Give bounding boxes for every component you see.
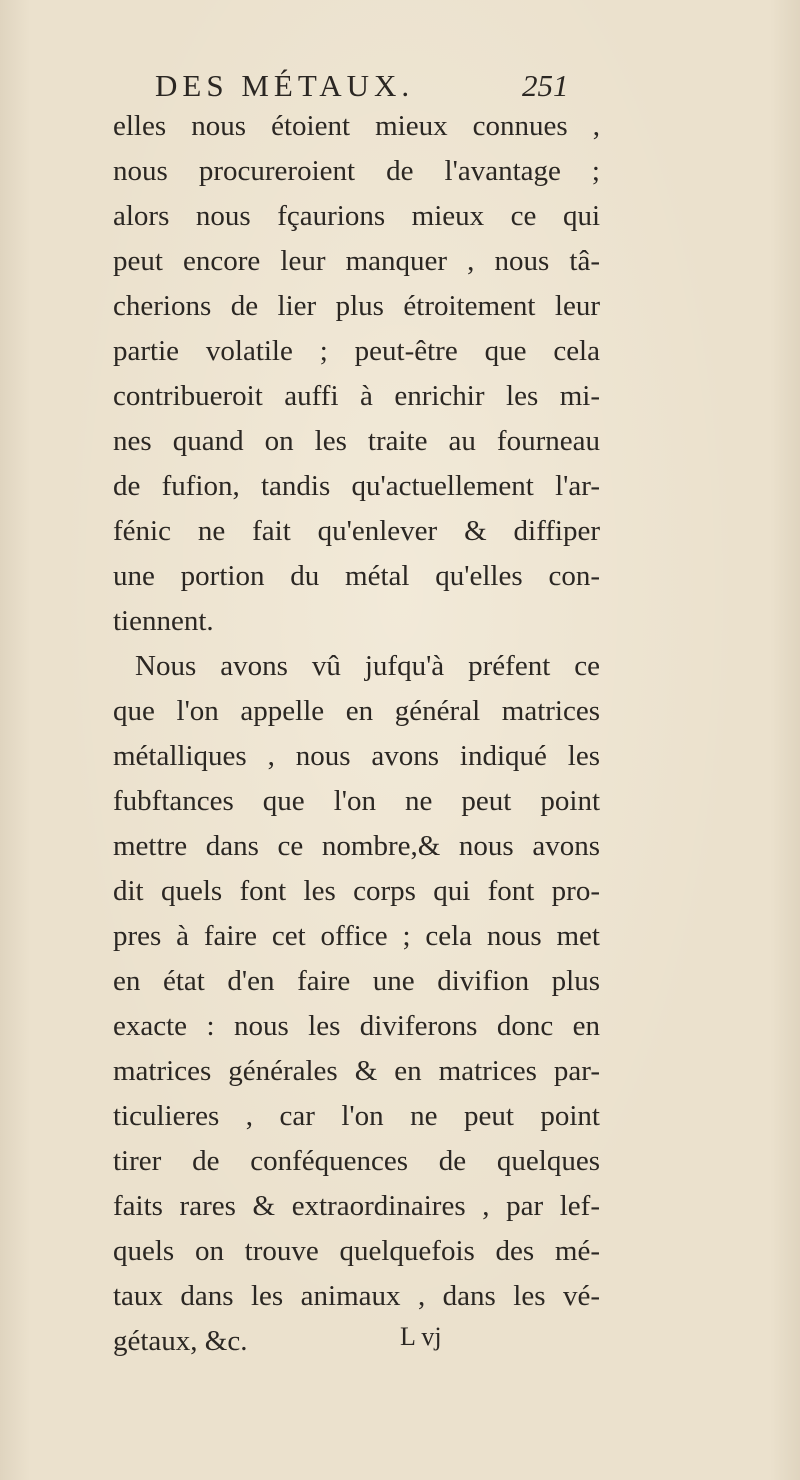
text-line: nes quand on les traite au fourneau [113, 425, 600, 457]
text-line: une portion du métal qu'elles con- [113, 560, 600, 592]
text-line: gétaux, &c. [113, 1325, 248, 1357]
text-line: quels on trouve quelquefois des mé- [113, 1235, 600, 1267]
text-line: dit quels font les corps qui font pro- [113, 875, 600, 907]
text-line: en état d'en faire une divifion plus [113, 965, 600, 997]
text-line: partie volatile ; peut-être que cela [113, 335, 600, 367]
running-head: DES MÉTAUX. [155, 68, 415, 103]
page-number: 251 [522, 68, 569, 103]
text-line: faits rares & extraordinaires , par lef- [113, 1190, 600, 1222]
text-line: tiennent. [113, 605, 214, 637]
text-line: fénic ne fait qu'enlever & diffiper [113, 515, 600, 547]
text-line: alors nous fçaurions mieux ce qui [113, 200, 600, 232]
text-line: contribueroit auffi à enrichir les mi- [113, 380, 600, 412]
page-header [0, 68, 800, 108]
text-line: ticulieres , car l'on ne peut point [113, 1100, 600, 1132]
text-line: fubftances que l'on ne peut point [113, 785, 600, 817]
text-line: Nous avons vû jufqu'à préfent ce [135, 650, 600, 682]
text-line: elles nous étoient mieux connues , [113, 110, 600, 142]
signature-mark: L vj [400, 1322, 442, 1351]
text-line: cherions de lier plus étroitement leur [113, 290, 600, 322]
text-line: exacte : nous les diviferons donc en [113, 1010, 600, 1042]
text-line: pres à faire cet office ; cela nous met [113, 920, 600, 952]
text-line: métalliques , nous avons indiqué les [113, 740, 600, 772]
text-line: peut encore leur manquer , nous tâ- [113, 245, 600, 277]
text-line: matrices générales & en matrices par- [113, 1055, 600, 1087]
text-line: mettre dans ce nombre,& nous avons [113, 830, 600, 862]
text-line: taux dans les animaux , dans les vé- [113, 1280, 600, 1312]
text-line: nous procureroient de l'avantage ; [113, 155, 600, 187]
text-line: que l'on appelle en général matrices [113, 695, 600, 727]
text-line: tirer de conféquences de quelques [113, 1145, 600, 1177]
text-line: de fufion, tandis qu'actuellement l'ar- [113, 470, 600, 502]
